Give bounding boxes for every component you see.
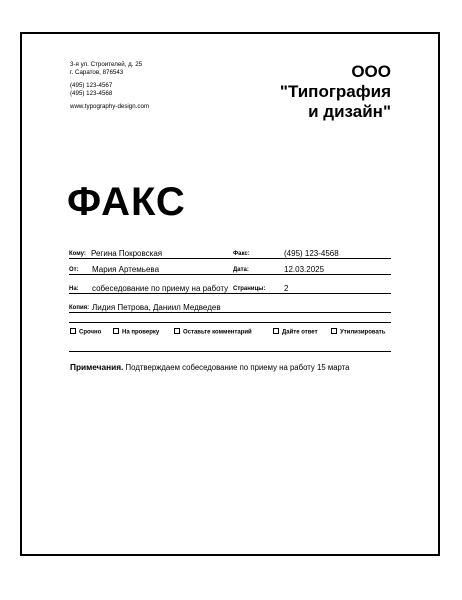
fields-row-cc (69, 300, 391, 313)
checkbox-square[interactable] (70, 328, 76, 334)
checkbox-review[interactable] (113, 329, 159, 336)
pages-label: Страницы: (233, 286, 266, 292)
from-label: От: (69, 267, 79, 273)
cc-value[interactable]: Лидия Петрова, Даниил Медведев (92, 303, 221, 312)
date-value[interactable]: 12.03.2025 (284, 265, 325, 274)
address-line-2: г. Саратов, 876543 (70, 69, 124, 76)
checkbox-square[interactable] (331, 328, 337, 334)
checkbox-square[interactable] (174, 328, 180, 334)
cc-label: Копия: (69, 305, 90, 311)
fields-row-re (69, 281, 391, 294)
re-value[interactable]: собеседование по приему на работу (92, 284, 229, 293)
website: www.typography-design.com (70, 103, 150, 110)
fields-row-from (69, 262, 391, 275)
checkbox-reply[interactable] (273, 329, 318, 336)
checkbox-square[interactable] (273, 328, 279, 334)
fax-value[interactable]: (495) 123-4568 (284, 249, 339, 258)
fields-row-to (69, 246, 391, 259)
divider (69, 322, 391, 323)
checkbox-label: Срочно (79, 329, 102, 336)
checkbox-square[interactable] (113, 328, 119, 334)
sender-info (70, 61, 149, 111)
company-line-3: и дизайн" (308, 102, 391, 121)
company-line-1: ООО (351, 62, 391, 81)
checkbox-comment[interactable] (174, 329, 252, 336)
notes-text[interactable]: Подтверждаем собеседование по приему на работу 15 марта (125, 363, 350, 372)
date-label: Дата: (233, 267, 249, 273)
document-title: ФАКС (67, 180, 186, 224)
fax-label: Факс: (233, 251, 250, 257)
checkbox-recycle[interactable] (331, 329, 385, 336)
pages-value[interactable]: 2 (284, 284, 289, 293)
to-label: Кому: (69, 251, 86, 257)
divider (69, 351, 391, 352)
company-line-2: "Типография (279, 82, 391, 101)
checkbox-urgent[interactable] (70, 329, 101, 336)
phone-1: (495) 123-4567 (70, 82, 113, 89)
address-line-1: 3-я ул. Строителей, д. 25 (70, 61, 143, 68)
from-value[interactable]: Мария Артемьева (92, 265, 160, 274)
phone-2: (495) 123-4568 (70, 90, 113, 97)
notes-label: Примечания. (70, 362, 124, 372)
checkbox-label: Дайте ответ (282, 329, 318, 336)
checkbox-label: На проверку (122, 329, 160, 336)
company-name (280, 62, 391, 122)
checkbox-label: Утилизировать (340, 329, 386, 336)
to-value[interactable]: Регина Покровская (91, 249, 163, 258)
notes (70, 362, 350, 372)
checkbox-label: Оставьте комментарий (183, 329, 252, 336)
checkbox-row (70, 327, 392, 339)
re-label: На: (69, 286, 79, 292)
